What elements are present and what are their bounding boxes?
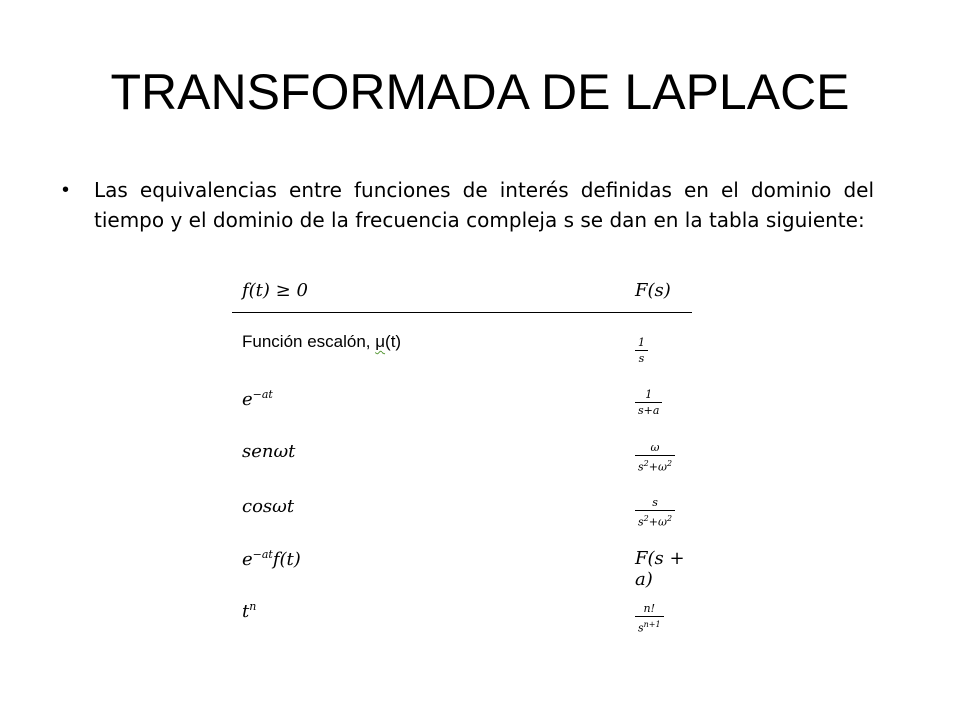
header-right: F(s) [635, 280, 671, 301]
row-right [635, 382, 662, 417]
row-left: $e^{-at}$ [242, 388, 273, 410]
row-left: Función escalón, μ(t) [242, 332, 402, 351]
row-left: senωt [242, 441, 296, 462]
fraction: $\frac{1}{s+a}$ [635, 388, 662, 417]
row-right [635, 435, 675, 474]
fraction: $\frac{s}{s^2+\omega^2}$ [635, 496, 675, 529]
slide-title: TRANSFORMADA DE LAPLACE [110, 64, 850, 120]
row-right: F(s + a) [635, 548, 685, 590]
fraction: $\frac{n!}{s^{n+1}}$ [635, 602, 664, 635]
row-right [635, 330, 648, 365]
bullet-icon: • [62, 179, 70, 201]
header-divider [232, 312, 692, 313]
fraction: $\frac{1}{s}$ [635, 336, 648, 365]
row-left: cosωt [242, 496, 295, 517]
row-left: $t^n$ [242, 600, 257, 622]
row-right [635, 490, 675, 529]
row-right [635, 596, 664, 635]
fraction: $\frac{\omega}{s^2+\omega^2}$ [635, 441, 675, 474]
bullet-text: Las equivalencias entre funciones de interés definidas en el dominio del tiempo y el dominio de la frecuencia compleja s se dan en la tabla siguiente: [94, 178, 874, 232]
header-left: f(t) ≥ 0 [242, 280, 308, 301]
row-left: $e^{-at}f(t)$ [242, 548, 301, 570]
